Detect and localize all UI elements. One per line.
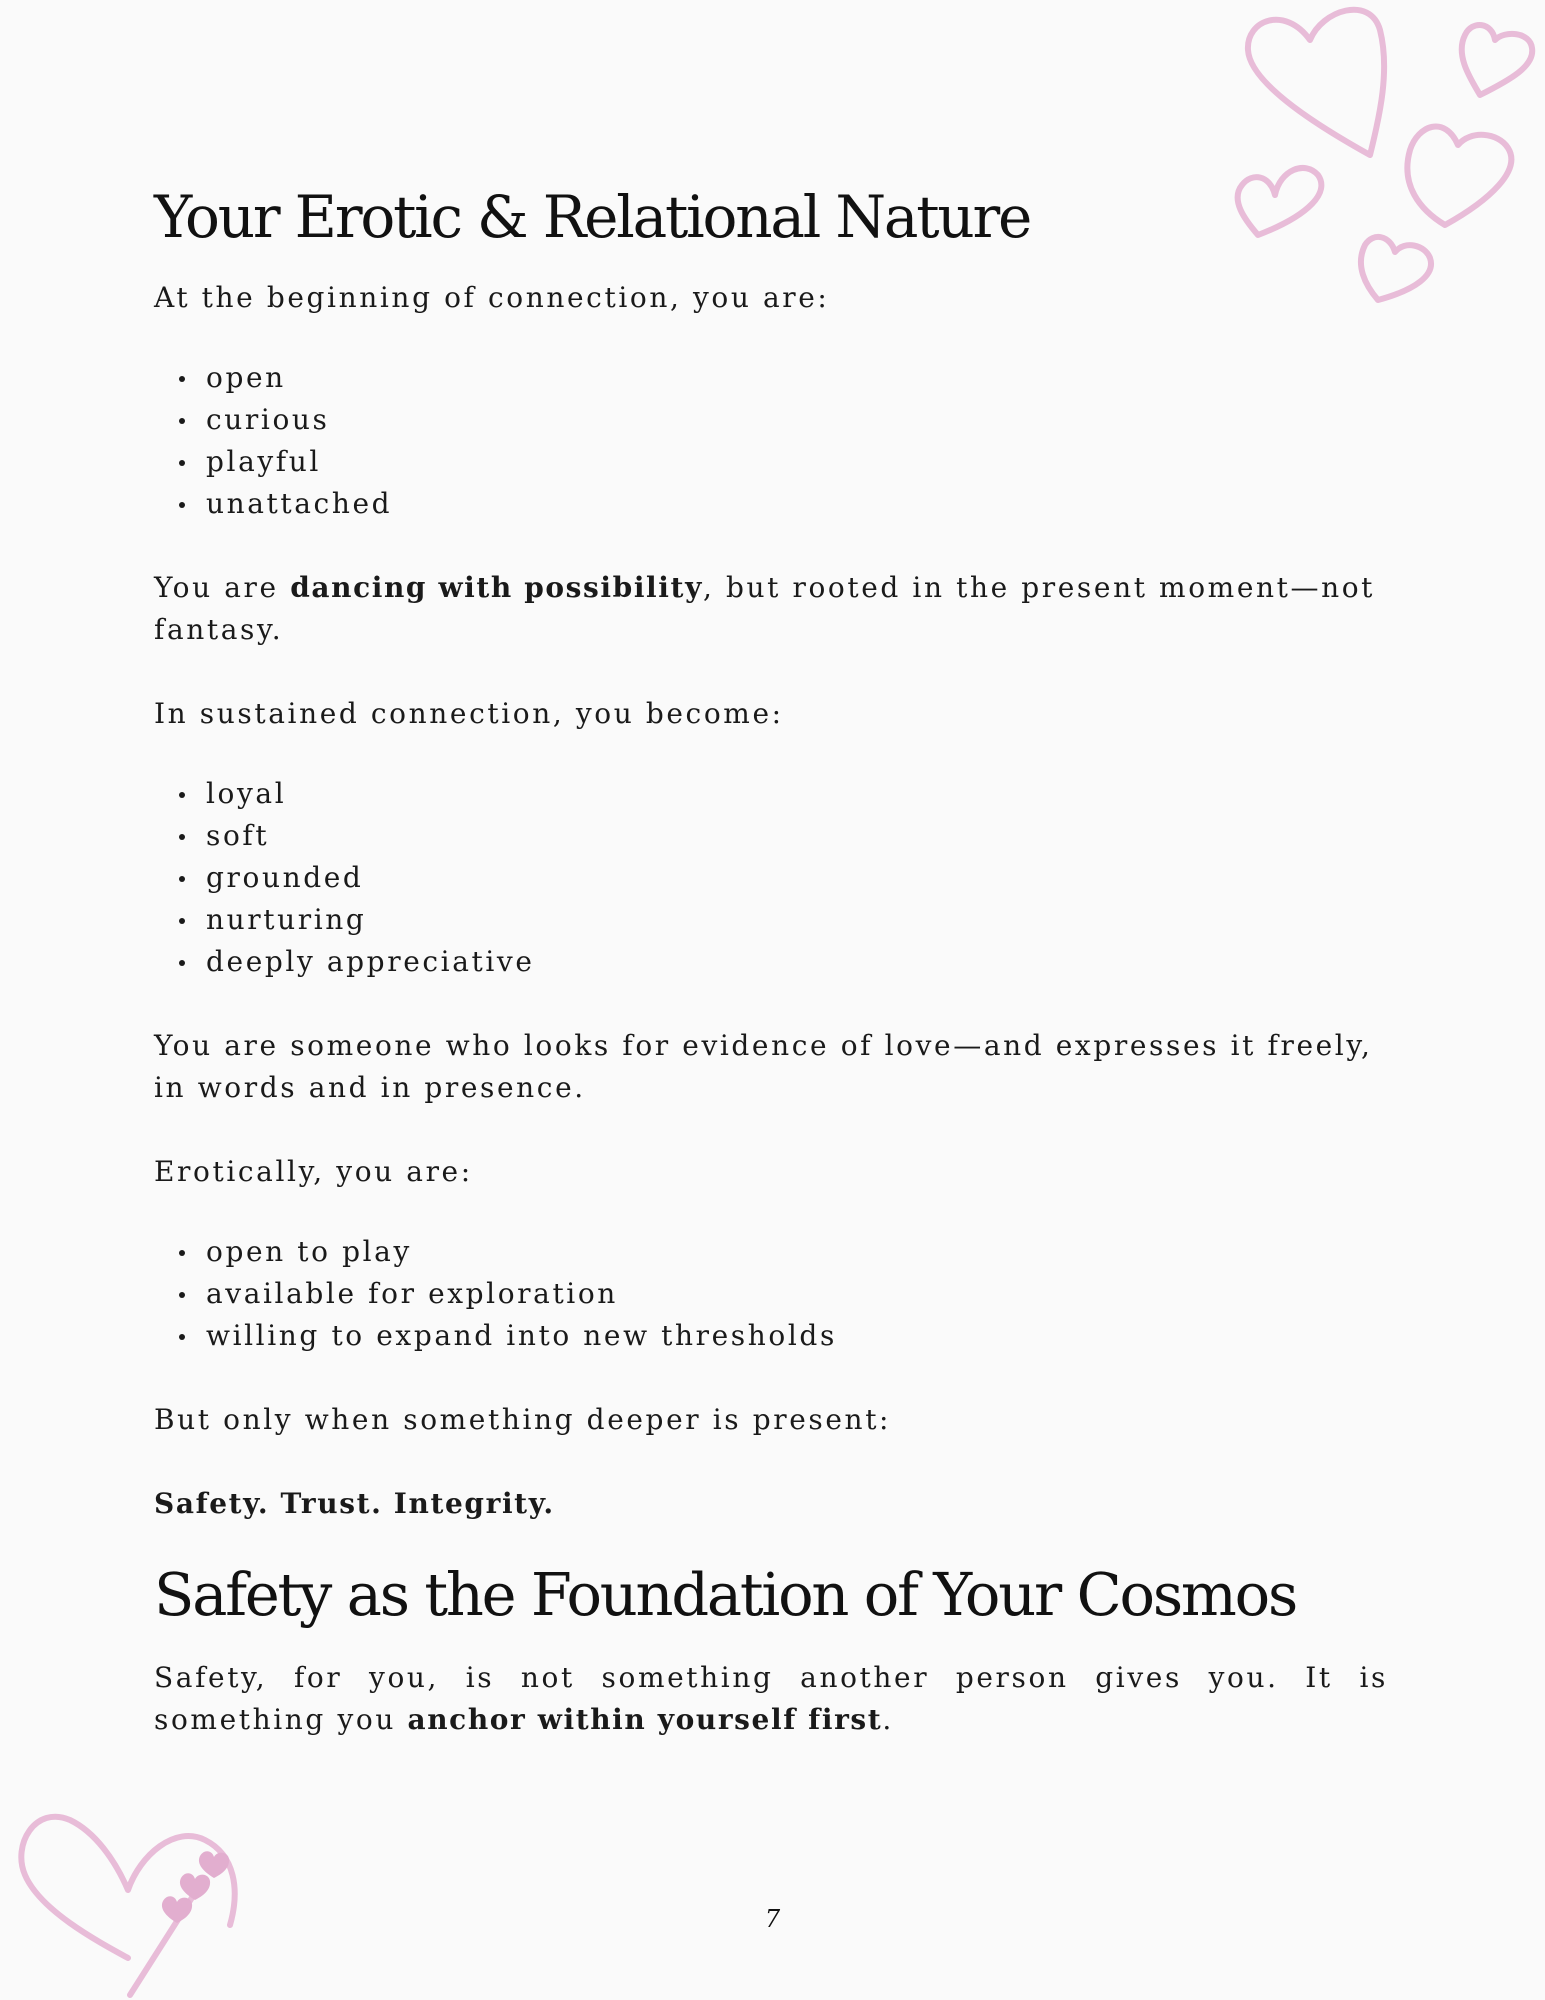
main-content [154, 184, 1388, 1741]
list-item: unattached [206, 483, 1388, 525]
erotic-list [154, 1231, 1388, 1357]
possibility-emphasis: dancing with possibility [290, 570, 703, 604]
page-number: 7 [764, 1905, 781, 1933]
section-heading-erotic-relational: Your Erotic & Relational Nature [154, 183, 1031, 251]
list-item: curious [206, 399, 1388, 441]
list-item: open [206, 357, 1388, 399]
section-heading-safety: Safety as the Foundation of Your Cosmos [154, 1559, 1297, 1629]
small-heart-1 [199, 1851, 229, 1878]
safety-text-end: . [882, 1702, 894, 1736]
sustained-intro: In sustained connection, you become: [154, 696, 784, 730]
evidence-paragraph: You are someone who looks for evidence of love—and expresses it freely, in words and in presence. [154, 1028, 1373, 1104]
small-heart-2 [180, 1873, 210, 1900]
beginning-list [154, 357, 1388, 525]
safety-paragraph [154, 1657, 1388, 1741]
list-item: grounded [206, 857, 1388, 899]
heart-small-top [1462, 25, 1533, 95]
list-item: available for exploration [206, 1273, 1388, 1315]
heart-large [1248, 10, 1384, 155]
list-item: playful [206, 441, 1388, 483]
list-item: deeply appreciative [206, 941, 1388, 983]
list-item: open to play [206, 1231, 1388, 1273]
erotic-intro: Erotically, you are: [154, 1154, 473, 1188]
safety-emphasis: anchor within yourself first [407, 1702, 883, 1736]
sustained-list [154, 773, 1388, 983]
possibility-paragraph [154, 567, 1388, 651]
deeper-paragraph: But only when something deeper is present: [154, 1402, 892, 1436]
list-item: soft [206, 815, 1388, 857]
list-item: nurturing [206, 899, 1388, 941]
safety-trust-integrity: Safety. Trust. Integrity. [154, 1486, 555, 1520]
safety-text-start: Safety, for you, is not something another person gives you. It is something you [154, 1660, 1388, 1736]
list-item: willing to expand into new thresholds [206, 1315, 1388, 1357]
heart-medium-right [1407, 126, 1511, 225]
possibility-text-start: You are [154, 570, 291, 604]
heart-wand-icon [0, 1760, 260, 2000]
beginning-intro: At the beginning of connection, you are: [154, 280, 830, 314]
list-item: loyal [206, 773, 1388, 815]
possibility-text-end: , but rooted in the present moment—not fantasy. [154, 570, 1376, 646]
